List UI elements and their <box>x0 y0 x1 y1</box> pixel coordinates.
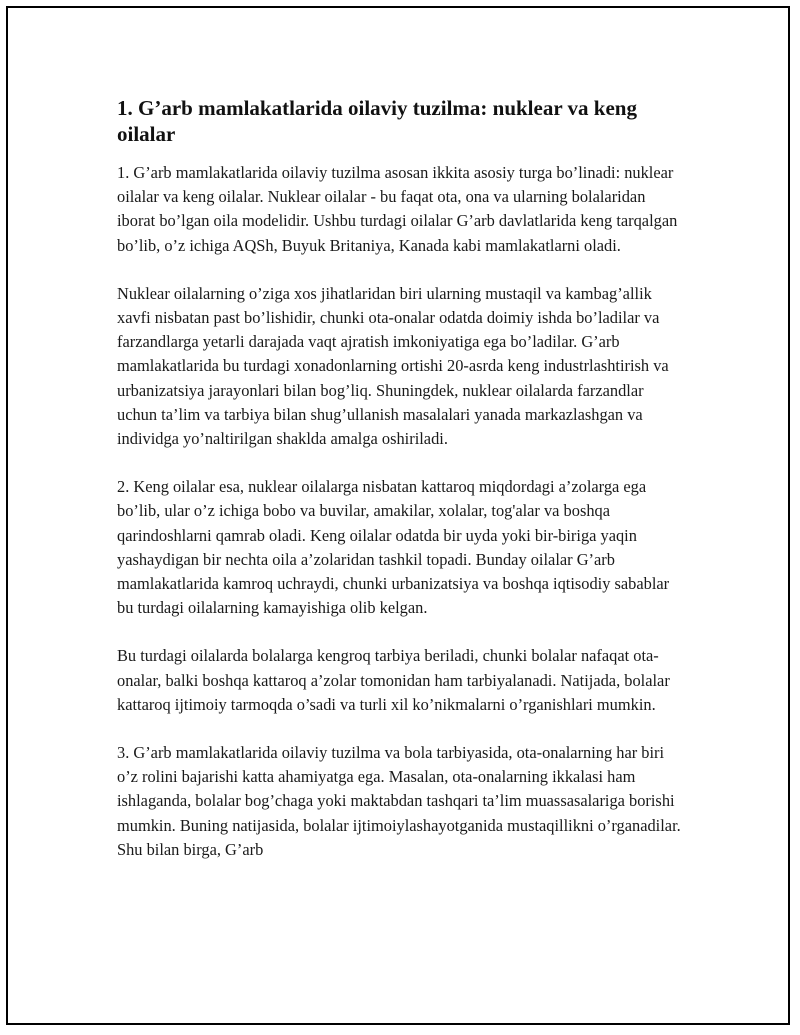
paragraph-2: Nuklear oilalarning o’ziga xos jihatlaridan biri ularning mustaqil va kambag’allik xavfi nisbatan past bo’lishidir, chunki ota-onalar odatda doimiy ishda bo’ladilar va farzandlarga yetarli darajada vaqt ajratish imkoniyatiga ega bo’ladilar. G’arb mamlakatlarida bu turdagi xonadonlarning ortishi 20-asrda keng industrlashtirish va urbanizatsiya jarayonlari bilan bog’liq. Shuningdek, nuklear oilalarda farzandlar uchun ta’lim va tarbiya bilan shug’ullanish masalalari yanada markazlashgan va individga yo’naltirilgan shaklda amalga oshiriladi. <box>117 283 669 449</box>
section-heading: 1. G’arb mamlakatlarida oilaviy tuzilma: nuklear va keng oilalar <box>117 96 637 146</box>
paragraph-1: 1. G’arb mamlakatlarida oilaviy tuzilma asosan ikkita asosiy turga bo’linadi: nuklear oilalar va keng oilalar. Nuklear oilalar - bu faqat ota, ona va ularning bolalaridan iborat bo’lgan oila modelidir. Ushbu turdagi oilalar G’arb davlatlarida keng tarqalgan bo’lib, o’z ichiga AQSh, Buyuk Britaniya, Kanada kabi mamlakatlarni oladi. <box>117 163 678 255</box>
document-body <box>117 95 687 862</box>
paragraph-4: Bu turdagi oilalarda bolalarga kengroq tarbiya beriladi, chunki bolalar nafaqat ota-onalar, balki boshqa kattaroq a’zolar tomonidan ham tarbiyalanadi. Natijada, bolalar kattaroq ijtimoiy tarmoqda o’sadi va turli xil ko’nikmalarni o’rganishlari mumkin. <box>117 646 670 714</box>
paragraph-5: 3. G’arb mamlakatlarida oilaviy tuzilma va bola tarbiyasida, ota-onalarning har biri o’z rolini bajarishi katta ahamiyatga ega. Masalan, ota-onalarning ikkalasi ham ishlaganda, bolalar bog’chaga yoki maktabdan tashqari ta’lim muassasalariga borishi mumkin. Buning natijasida, bolalar ijtimoiylashayotganida mustaqillikni o’rganadilar. Shu bilan birga, G’arb <box>117 743 681 859</box>
paragraph-3: 2. Keng oilalar esa, nuklear oilalarga nisbatan kattaroq miqdordagi a’zolarga ega bo’lib, ular o’z ichiga bobo va buvilar, amakilar, xolalar, tog'alar va boshqa qarindoshlarni qamrab oladi. Keng oilalar odatda bir uyda yoki bir-biriga yaqin yashaydigan bir nechta oila a’zolaridan tashkil topadi. Bunday oilalar G’arb mamlakatlarida kamroq uchraydi, chunki urbanizatsiya va boshqa iqtisodiy sabablar bu turdagi oilalarning kamayishiga olib kelgan. <box>117 477 670 618</box>
